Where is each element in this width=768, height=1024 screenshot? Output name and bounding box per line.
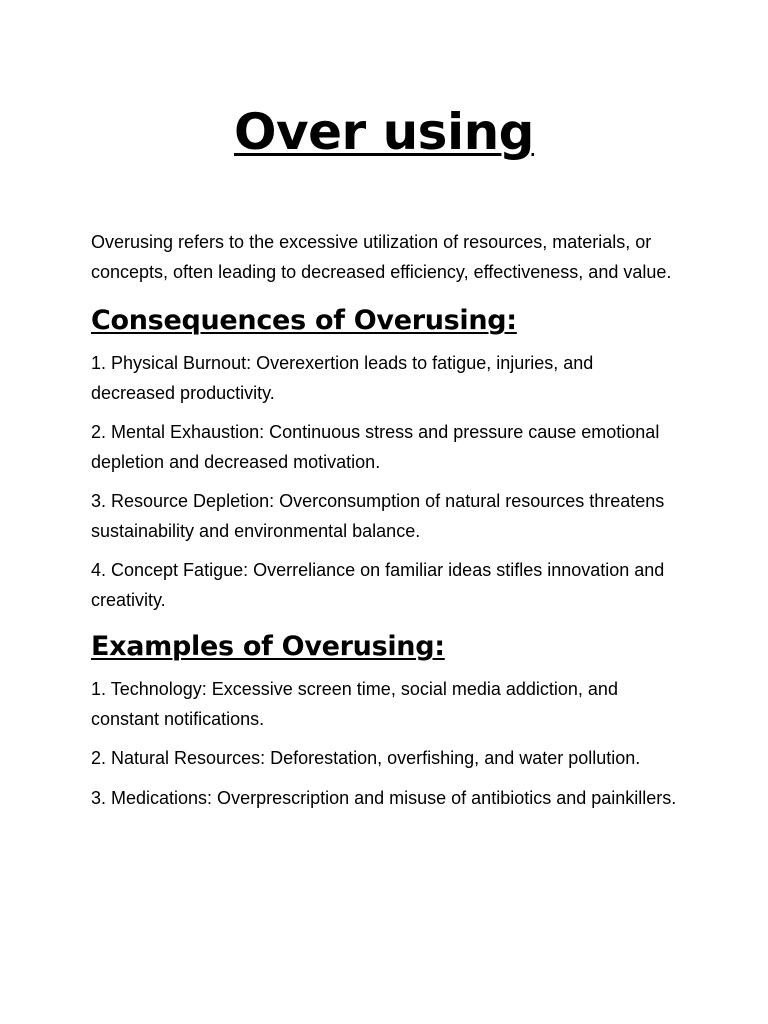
examples-list xyxy=(91,675,681,813)
list-item-technology: 1. Technology: Excessive screen time, social media addiction, and constant notifications. xyxy=(91,679,618,729)
list-item-concept-fatigue: 4. Concept Fatigue: Overreliance on familiar ideas stifles innovation and creativity. xyxy=(91,560,665,610)
consequences-heading: Consequences of Overusing: xyxy=(91,305,517,336)
list-item-physical-burnout: 1. Physical Burnout: Overexertion leads to fatigue, injuries, and decreased productivity. xyxy=(91,353,594,403)
list-item-resource-depletion: 3. Resource Depletion: Overconsumption of natural resources threatens sustainability and environmental balance. xyxy=(91,491,665,541)
examples-heading: Examples of Overusing: xyxy=(91,631,445,662)
list-item-mental-exhaustion: 2. Mental Exhaustion: Continuous stress and pressure cause emotional depletion and decreased motivation. xyxy=(91,422,660,472)
list-item-medications: 3. Medications: Overprescription and misuse of antibiotics and painkillers. xyxy=(91,787,677,808)
intro-paragraph: Overusing refers to the excessive utilization of resources, materials, or concepts, often leading to decreased efficiency, effectiveness, and value. xyxy=(91,232,672,282)
document-body xyxy=(91,228,681,825)
list-item-natural-resources: 2. Natural Resources: Deforestation, overfishing, and water pollution. xyxy=(91,748,641,768)
consequences-list xyxy=(91,349,681,615)
page-title: Over using xyxy=(234,103,534,161)
examples-section xyxy=(91,627,681,813)
consequences-section xyxy=(91,301,681,615)
